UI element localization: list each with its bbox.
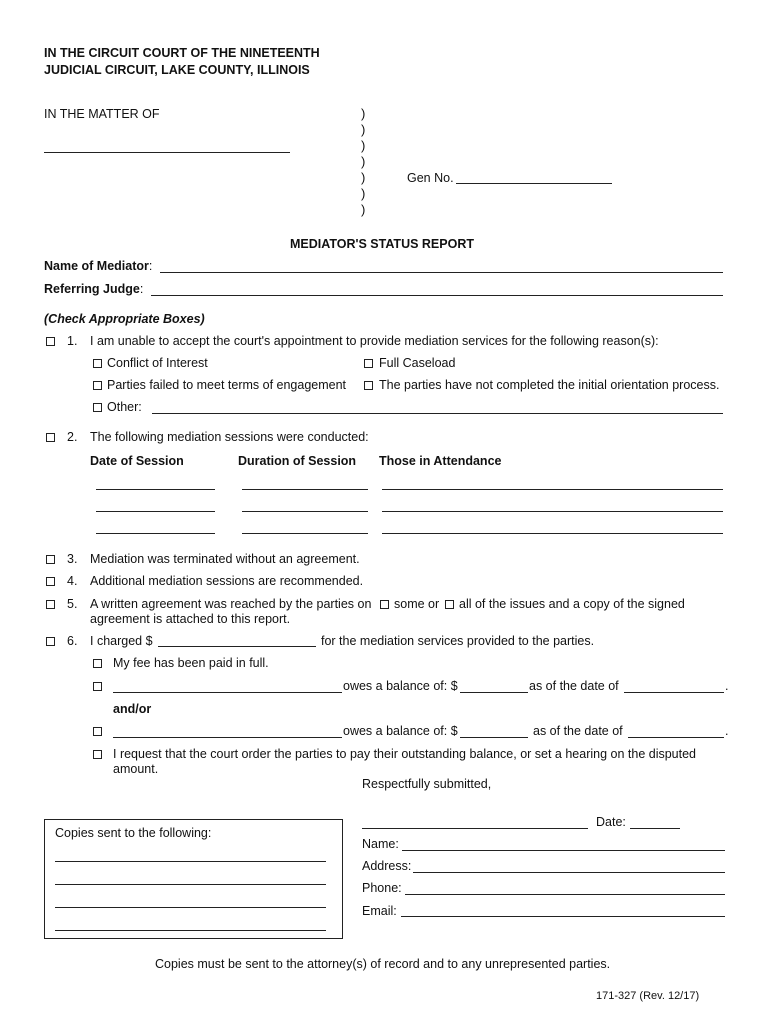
all-issues-checkbox[interactable] <box>445 600 454 609</box>
owes-label: owes a balance of: $ <box>343 679 458 693</box>
and-or-label: and/or <box>113 702 152 716</box>
as-of-label: as of the date of <box>533 724 623 738</box>
court-name-line-2: JUDICIAL CIRCUIT, LAKE COUNTY, ILLINOIS <box>44 63 310 77</box>
orientation-label: The parties have not completed the initial orientation process. <box>379 378 720 392</box>
as-of-label: as of the date of <box>529 679 619 693</box>
phone-label: Phone: <box>362 881 402 895</box>
session-attendance-field[interactable] <box>382 489 723 490</box>
matter-name-field[interactable] <box>44 152 290 153</box>
item-5-checkbox[interactable] <box>46 600 55 609</box>
session-date-field[interactable] <box>96 533 215 534</box>
fee-paid-checkbox[interactable] <box>93 659 102 668</box>
other-checkbox[interactable] <box>93 403 102 412</box>
item-2-text: The following mediation sessions were conducted: <box>90 430 369 444</box>
balance-1-amount-field[interactable] <box>460 692 528 693</box>
session-date-field[interactable] <box>96 511 215 512</box>
caseload-label: Full Caseload <box>379 356 456 370</box>
check-heading: (Check Appropriate Boxes) <box>44 312 205 326</box>
form-number: 171-327 (Rev. 12/17) <box>596 990 700 1002</box>
mediator-name-field[interactable] <box>160 272 723 273</box>
item-2-number: 2. <box>67 430 78 444</box>
balance-1-date-field[interactable] <box>624 692 724 693</box>
balance-2-amount-field[interactable] <box>460 737 528 738</box>
item-4-number: 4. <box>67 574 78 588</box>
charged-label: I charged $ <box>90 634 153 648</box>
gen-no-field[interactable] <box>456 183 612 184</box>
balance-1-party-field[interactable] <box>113 692 342 693</box>
fee-paid-label: My fee has been paid in full. <box>113 656 269 670</box>
item-5-text-a: A written agreement was reached by the parties on <box>90 597 372 611</box>
conflict-checkbox[interactable] <box>93 359 102 368</box>
colon: : <box>139 282 144 296</box>
name-label: Name: <box>362 837 399 851</box>
paren: ) <box>361 186 366 201</box>
email-field[interactable] <box>401 916 725 917</box>
request-order-checkbox[interactable] <box>93 750 102 759</box>
balance-2-checkbox[interactable] <box>93 727 102 736</box>
paren: ) <box>361 170 366 185</box>
item-2-checkbox[interactable] <box>46 433 55 442</box>
col-attendance-header: Those in Attendance <box>379 454 502 468</box>
col-duration-header: Duration of Session <box>238 454 357 468</box>
copies-recipient-field[interactable] <box>55 907 326 908</box>
paren: ) <box>361 122 366 137</box>
address-label: Address: <box>362 859 412 873</box>
session-duration-field[interactable] <box>242 533 368 534</box>
request-text-a: I request that the court order the parties to pay their outstanding balance, or set a hearing on the disputed <box>113 747 697 761</box>
caseload-checkbox[interactable] <box>364 359 373 368</box>
balance-2-date-field[interactable] <box>628 737 724 738</box>
charged-rest-text: for the mediation services provided to the parties. <box>321 634 595 648</box>
respectfully-submitted: Respectfully submitted, <box>362 777 492 791</box>
some-issues-checkbox[interactable] <box>380 600 389 609</box>
session-duration-field[interactable] <box>242 489 368 490</box>
parties-failed-checkbox[interactable] <box>93 381 102 390</box>
copies-recipient-field[interactable] <box>55 861 326 862</box>
court-name-line-1: IN THE CIRCUIT COURT OF THE NINETEENTH <box>44 46 320 60</box>
email-label: Email: <box>362 904 397 918</box>
address-field[interactable] <box>413 872 725 873</box>
matter-of-label: IN THE MATTER OF <box>44 107 160 121</box>
item-4-text: Additional mediation sessions are recommended. <box>90 574 364 588</box>
balance-1-checkbox[interactable] <box>93 682 102 691</box>
other-reason-field[interactable] <box>152 413 723 414</box>
charged-amount-field[interactable] <box>158 646 316 647</box>
some-issues-label: some or <box>394 597 440 611</box>
colon: : <box>148 259 153 273</box>
item-3-text: Mediation was terminated without an agreement. <box>90 552 360 566</box>
session-attendance-field[interactable] <box>382 533 723 534</box>
period: . <box>725 724 729 738</box>
all-issues-label: all of the issues and a copy of the signed <box>459 597 685 611</box>
paren: ) <box>361 202 366 217</box>
item-4-checkbox[interactable] <box>46 577 55 586</box>
item-6-checkbox[interactable] <box>46 637 55 646</box>
session-date-field[interactable] <box>96 489 215 490</box>
col-date-header: Date of Session <box>90 454 184 468</box>
paren: ) <box>361 106 366 121</box>
item-5-text-b: agreement is attached to this report. <box>90 612 291 626</box>
request-text-b: amount. <box>113 762 159 776</box>
signature-field[interactable] <box>362 828 588 829</box>
name-field[interactable] <box>402 850 725 851</box>
item-6-number: 6. <box>67 634 78 648</box>
item-5-number: 5. <box>67 597 78 611</box>
referring-judge-field[interactable] <box>151 295 723 296</box>
item-1-checkbox[interactable] <box>46 337 55 346</box>
copies-notice: Copies must be sent to the attorney(s) of record and to any unrepresented parties. <box>155 957 611 971</box>
parties-failed-label: Parties failed to meet terms of engagement <box>107 378 347 392</box>
gen-no-label: Gen No. <box>407 171 454 185</box>
period: . <box>725 679 729 693</box>
session-attendance-field[interactable] <box>382 511 723 512</box>
copies-recipient-field[interactable] <box>55 930 326 931</box>
item-1-text: I am unable to accept the court's appointment to provide mediation services for the following reason(s): <box>90 334 659 348</box>
owes-label: owes a balance of: $ <box>343 724 458 738</box>
item-1-number: 1. <box>67 334 78 348</box>
paren: ) <box>361 138 366 153</box>
date-field[interactable] <box>630 828 680 829</box>
orientation-checkbox[interactable] <box>364 381 373 390</box>
date-label: Date: <box>596 815 626 829</box>
phone-field[interactable] <box>405 894 725 895</box>
item-3-number: 3. <box>67 552 78 566</box>
other-label: Other: <box>107 400 142 414</box>
copies-recipient-field[interactable] <box>55 884 326 885</box>
session-duration-field[interactable] <box>242 511 368 512</box>
conflict-label: Conflict of Interest <box>107 356 208 370</box>
judge-label: Referring Judge <box>44 282 140 296</box>
balance-2-party-field[interactable] <box>113 737 342 738</box>
form-title: MEDIATOR'S STATUS REPORT <box>290 237 474 251</box>
copies-label: Copies sent to the following: <box>55 826 212 840</box>
item-3-checkbox[interactable] <box>46 555 55 564</box>
paren: ) <box>361 154 366 169</box>
mediator-label: Name of Mediator <box>44 259 149 273</box>
